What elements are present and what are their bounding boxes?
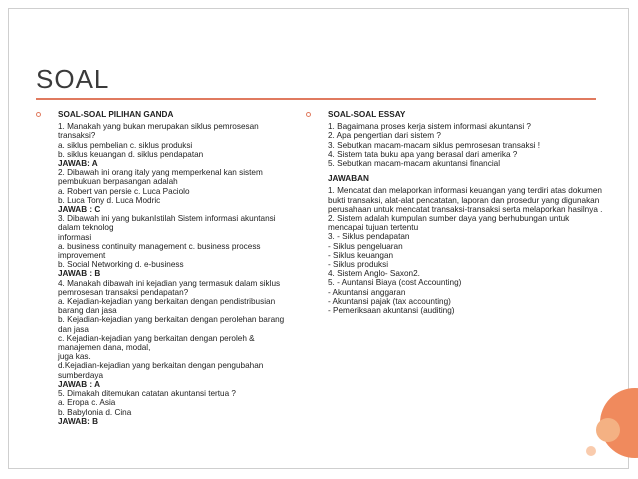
text-line: 5. - Auntansi Biaya (cost Accounting) [328, 278, 462, 288]
text-line: b. Kejadian-kejadian yang berkaitan dengan perolehan barang dan jasa [58, 315, 287, 334]
right-content [328, 110, 606, 315]
text-line: - Siklus produksi [328, 260, 389, 270]
text-line: juga kas. [58, 352, 91, 362]
text-line: b. Luca Tony d. Luca Modric [58, 195, 161, 205]
right-heading: SOAL-SOAL ESSAY [328, 110, 406, 119]
text-line: a. business continuity management c. business process improvement [58, 241, 263, 261]
bullet-icon [36, 112, 41, 117]
text-line: d.Kejadian-kejadian yang berkaitan dengan pengubahan sumberdaya [58, 361, 266, 380]
title-underline [36, 98, 596, 100]
text-line: a. siklus pembelian c. siklus produksi [58, 140, 193, 150]
left-column [36, 110, 286, 426]
text-line: JAWAB : B [58, 269, 101, 279]
right-column [306, 110, 606, 315]
text-line: 3. - Siklus pendapatan [328, 232, 410, 242]
text-line: a. Kejadian-kejadian yang berkaitan dengan pendistribusian barang dan jasa [58, 297, 278, 316]
slide-title: SOAL [36, 64, 110, 94]
answer-heading: JAWABAN [328, 174, 369, 184]
text-line: b. siklus keuangan d. siklus pendapatan [58, 149, 204, 159]
right-questions [328, 122, 606, 168]
text-line: 1. Mencatat dan melaporkan informasi keuangan yang terdiri atas dokumen bukti transaksi, alat-alat pencatatan, laporan dan prosedur yang digunakan perusahaan untuk mencatat transaksi-transaksi serta melaporkan hasilnya . [328, 186, 605, 214]
text-line: - Akuntansi anggaran [328, 287, 406, 297]
text-line: 5. Sebutkan macam-macam akuntansi financial [328, 159, 501, 169]
text-line: c. Kejadian-kejadian yang berkaitan dengan peroleh & manajemen dana, modal, [58, 333, 257, 353]
text-line: - Siklus pengeluaran [328, 241, 403, 251]
text-line: b. Social Networking d. e-business [58, 260, 184, 270]
decorative-circle-small [586, 446, 596, 456]
text-line: - Pemeriksaan akuntansi (auditing) [328, 306, 455, 316]
text-line: a. Eropa c. Asia [58, 398, 116, 408]
text-line: 5. Dimakah ditemukan catatan akuntansi tertua ? [58, 389, 236, 399]
text-line: b. Babylonia d. Cina [58, 407, 132, 417]
text-line: JAWAB: B [58, 416, 99, 426]
text-line: 3. Sebutkan macam-macam siklus pemrosesan transaksi ! [328, 140, 541, 150]
text-line: 3. Dibawah ini yang bukanIstilah Sistem informasi akuntansi dalam teknolog [58, 214, 278, 233]
text-line: 1. Bagaimana proses kerja sistem informasi akuntansi ? [328, 122, 531, 132]
bullet-icon [306, 112, 311, 117]
text-line: JAWAB : C [58, 205, 101, 215]
text-line: JAWAB: A [58, 159, 98, 169]
text-line: JAWAB : A [58, 379, 100, 389]
left-content [58, 110, 286, 426]
text-line: - Siklus keuangan [328, 250, 394, 260]
text-line: 2. Dibawah ini orang italy yang memperkenal kan sistem pembukuan berpasangan adalah [58, 168, 266, 187]
text-line: 1. Manakah yang bukan merupakan siklus pemrosesan transaksi? [58, 122, 261, 141]
text-line: 4. Sistem Anglo- Saxon2. [328, 269, 420, 279]
text-line: 4. Manakah dibawah ini kejadian yang termasuk dalam siklus pemrosesan transaksi pendapatan? [58, 278, 283, 297]
left-heading: SOAL-SOAL PILIHAN GANDA [58, 110, 174, 119]
text-line: informasi [58, 232, 92, 242]
right-answers [328, 186, 606, 315]
text-line: a. Robert van persie c. Luca Paciolo [58, 186, 190, 196]
decorative-circle-medium [596, 418, 620, 442]
text-line: - Akuntansi pajak (tax accounting) [328, 296, 451, 306]
text-line: 4. Sistem tata buku apa yang berasal dari amerika ? [328, 149, 518, 159]
left-lines [58, 122, 286, 426]
text-line: 2. Sistem adalah kumpulan sumber daya yang berhubungan untuk mencapai tujuan tertentu [328, 214, 572, 233]
text-line: 2. Apa pengertian dari sistem ? [328, 131, 441, 141]
